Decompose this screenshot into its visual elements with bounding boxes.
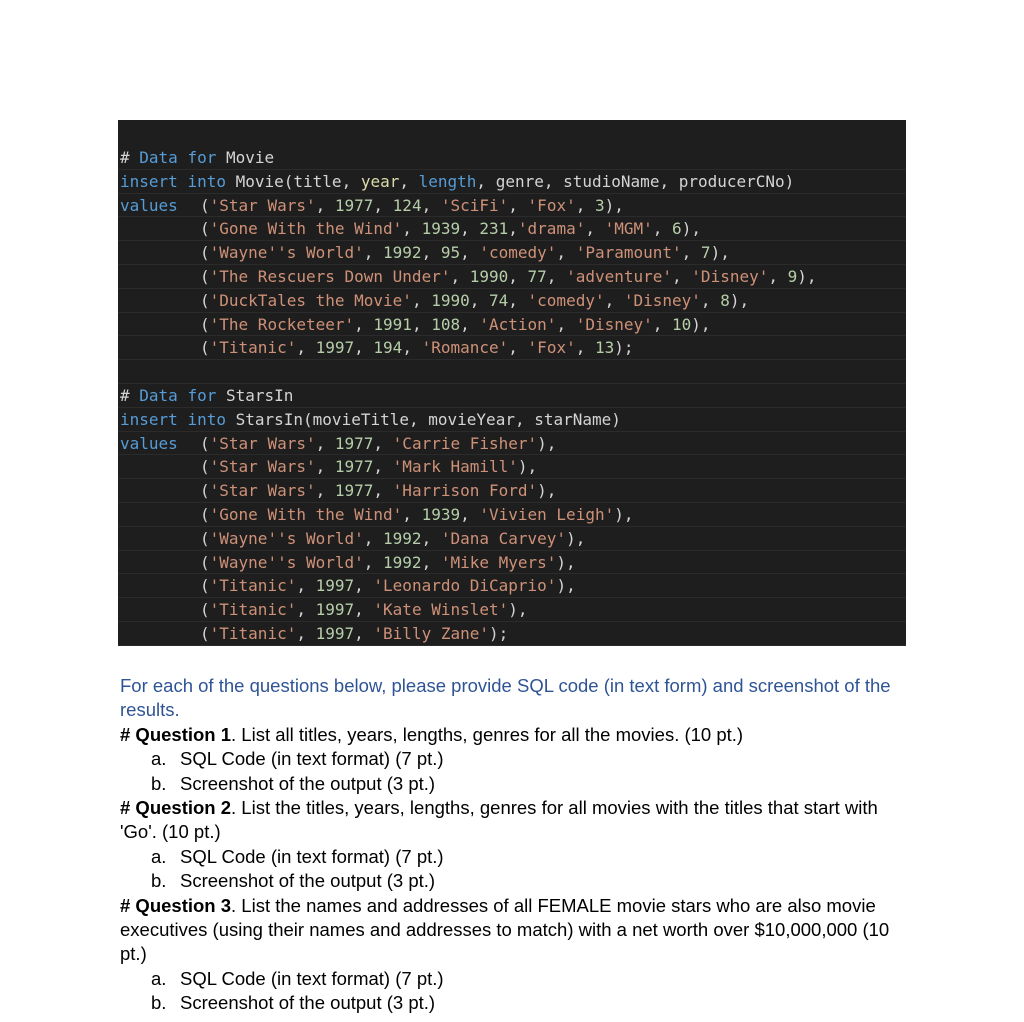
code-token: ), xyxy=(614,504,634,524)
code-token: 1992 xyxy=(383,552,422,572)
code-token: 'Kate Winslet' xyxy=(373,600,509,620)
code-token: ); xyxy=(614,338,634,358)
code-token: ); xyxy=(489,623,509,643)
code-token: 13 xyxy=(594,338,615,358)
code-token: 'comedy' xyxy=(479,243,557,263)
question-label: # Question 2 xyxy=(120,797,232,819)
sub-item-marker: a. xyxy=(151,748,167,770)
questions-section xyxy=(120,674,900,1016)
sub-item-marker: b. xyxy=(151,870,167,892)
code-token: 'Vivien Leigh' xyxy=(479,504,615,524)
code-token: ), xyxy=(566,528,586,548)
code-token: 1997 xyxy=(315,576,355,596)
code-token: ), xyxy=(556,576,576,596)
code-token: 'Titanic' xyxy=(209,338,297,358)
sub-item-text: Screenshot of the output (3 pt.) xyxy=(180,992,436,1014)
code-token: 3 xyxy=(594,195,605,215)
code-token: 'Dana Carvey' xyxy=(440,528,567,548)
sub-item-marker: b. xyxy=(151,772,167,794)
movie-values-row: values ('Star Wars', 1977, 124, 'SciFi', 'Fox', 3), xyxy=(118,194,906,218)
question-sub-item xyxy=(120,747,900,771)
starsin-values-row: ('Titanic', 1997, 'Kate Winslet'), xyxy=(118,598,906,622)
code-token: 'SciFi' xyxy=(440,195,509,215)
sub-item-marker: b. xyxy=(151,992,167,1014)
code-token: 'Gone With the Wind' xyxy=(209,219,403,239)
question-label: # Question 3 xyxy=(120,894,232,916)
code-token: 'Mike Myers' xyxy=(440,552,557,572)
code-token: 'Fox' xyxy=(527,338,576,358)
code-token: 1939 xyxy=(421,504,461,524)
code-token: 'Titanic' xyxy=(209,623,297,643)
code-token: 1997 xyxy=(315,338,355,358)
code-token: ), xyxy=(556,552,576,572)
code-token: 1992 xyxy=(383,243,422,263)
question-3 xyxy=(120,894,900,967)
code-token: 'Romance' xyxy=(421,338,509,358)
code-token: 'Disney' xyxy=(575,314,653,334)
code-token: 'comedy' xyxy=(527,290,605,310)
code-token: 'Carrie Fisher' xyxy=(392,433,538,453)
movie-values-row: ('Titanic', 1997, 194, 'Romance', 'Fox', 13); xyxy=(118,336,906,360)
question-1 xyxy=(120,723,900,747)
question-sub-item xyxy=(120,845,900,869)
code-token: 1939 xyxy=(421,219,461,239)
code-token: ), xyxy=(517,457,538,477)
code-token: 'Star Wars' xyxy=(209,457,316,477)
code-line-blank xyxy=(118,360,906,384)
code-token: 1977 xyxy=(334,457,374,477)
code-token: 231 xyxy=(479,219,509,239)
code-token: 108 xyxy=(431,314,461,334)
movie-values-row: ('The Rocketeer', 1991, 108, 'Action', 'Disney', 10), xyxy=(118,313,906,337)
movie-values-row: ('The Rescuers Down Under', 1990, 77, 'adventure', 'Disney', 9), xyxy=(118,265,906,289)
movie-values-row: ('DuckTales the Movie', 1990, 74, 'comedy', 'Disney', 8), xyxy=(118,289,906,313)
starsin-values-row: ('Wayne''s World', 1992, 'Dana Carvey'), xyxy=(118,527,906,551)
sub-item-text: SQL Code (in text format) (7 pt.) xyxy=(180,748,444,770)
code-token: 6 xyxy=(672,219,682,239)
code-token: ), xyxy=(537,433,557,453)
code-token: 9 xyxy=(787,266,798,286)
code-token: 'drama' xyxy=(517,219,586,239)
sub-item-marker: a. xyxy=(151,845,167,867)
code-token: 1990 xyxy=(431,290,470,310)
code-token: 'Titanic' xyxy=(209,576,297,596)
code-token: 'DuckTales the Movie' xyxy=(209,290,412,310)
starsin-values-row: values ('Star Wars', 1977, 'Carrie Fisher'), xyxy=(118,432,906,456)
code-token: ), xyxy=(537,481,557,501)
code-line: insert into Movie(title, year, length, genre, studioName, producerCNo) xyxy=(118,170,906,194)
code-token: 124 xyxy=(392,195,422,215)
code-token: 10 xyxy=(672,314,692,334)
code-token: 7 xyxy=(700,243,711,263)
code-line: # Data for Movie xyxy=(118,146,906,170)
question-text: . List all titles, years, lengths, genres for all the movies. (10 pt.) xyxy=(231,723,744,745)
code-token: 1977 xyxy=(334,195,374,215)
sub-item-text: Screenshot of the output (3 pt.) xyxy=(180,870,436,892)
code-token: 1997 xyxy=(315,600,355,620)
question-2 xyxy=(120,796,900,845)
sub-item-text: SQL Code (in text format) (7 pt.) xyxy=(180,845,444,867)
code-token: 'Star Wars' xyxy=(209,195,316,215)
code-token: 'Action' xyxy=(479,314,557,334)
question-sub-item xyxy=(120,772,900,796)
code-token: 'Wayne''s World' xyxy=(209,243,364,263)
starsin-values-row: ('Titanic', 1997, 'Leonardo DiCaprio'), xyxy=(118,574,906,598)
question-text: . List the titles, years, lengths, genres for all movies with the titles that start with 'Go'. (10 pt.) xyxy=(120,797,878,843)
code-token: ), xyxy=(691,314,711,334)
code-token: 'The Rescuers Down Under' xyxy=(209,266,451,286)
sub-item-marker: a. xyxy=(151,967,167,989)
code-token: 1992 xyxy=(383,528,422,548)
code-token: 'MGM' xyxy=(604,219,653,239)
code-token: 'Wayne''s World' xyxy=(209,528,364,548)
sub-item-text: Screenshot of the output (3 pt.) xyxy=(180,772,436,794)
question-label: # Question 1 xyxy=(120,723,232,745)
code-token: 'Titanic' xyxy=(209,600,297,620)
code-token: 1991 xyxy=(373,314,412,334)
question-sub-item xyxy=(120,967,900,991)
code-token: 95 xyxy=(440,243,461,263)
code-token: 8 xyxy=(720,290,730,310)
movie-values-row: ('Wayne''s World', 1992, 95, 'comedy', 'Paramount', 7), xyxy=(118,241,906,265)
code-token: 'Star Wars' xyxy=(209,481,316,501)
code-token: 77 xyxy=(527,266,547,286)
code-token: 1977 xyxy=(334,481,374,501)
starsin-values-row: ('Star Wars', 1977, 'Harrison Ford'), xyxy=(118,479,906,503)
code-token: ), xyxy=(797,266,817,286)
starsin-values-row: ('Titanic', 1997, 'Billy Zane'); xyxy=(118,622,906,646)
starsin-values-row: ('Gone With the Wind', 1939, 'Vivien Leigh'), xyxy=(118,503,906,527)
question-sub-item xyxy=(120,869,900,893)
code-token: 1977 xyxy=(334,433,374,453)
code-token: 'The Rocketeer' xyxy=(209,314,355,334)
code-token: 'Billy Zane' xyxy=(373,623,489,643)
values-keyword: values xyxy=(120,195,178,215)
code-token: 'Star Wars' xyxy=(209,433,316,453)
code-token: ), xyxy=(681,219,701,239)
code-token: 'Wayne''s World' xyxy=(209,552,364,572)
code-token: 'Disney' xyxy=(691,266,769,286)
code-token: 1990 xyxy=(469,266,509,286)
question-text: . List the names and addresses of all FEMALE movie stars who are also movie executives (using their names and addresses to match) with a net worth over $10,000,000 (10 pt.) xyxy=(120,894,890,965)
code-token: 'Disney' xyxy=(623,290,701,310)
code-token: ), xyxy=(710,243,730,263)
sub-item-text: SQL Code (in text format) (7 pt.) xyxy=(180,967,444,989)
code-line: # Data for StarsIn xyxy=(118,384,906,408)
code-token: ), xyxy=(508,600,528,620)
code-token: 'adventure' xyxy=(566,266,673,286)
code-token: 1997 xyxy=(315,623,355,643)
code-token: ), xyxy=(604,195,624,215)
code-line: insert into StarsIn(movieTitle, movieYear, starName) xyxy=(118,408,906,432)
code-token: 'Leonardo DiCaprio' xyxy=(373,576,557,596)
code-token: 74 xyxy=(489,290,509,310)
question-sub-item xyxy=(120,991,900,1015)
code-token: 'Harrison Ford' xyxy=(392,481,538,501)
starsin-values-row: ('Wayne''s World', 1992, 'Mike Myers'), xyxy=(118,551,906,575)
sql-code-block xyxy=(118,120,906,645)
values-keyword: values xyxy=(120,433,178,453)
code-token: 'Gone With the Wind' xyxy=(209,504,403,524)
code-token: 'Fox' xyxy=(527,195,576,215)
code-token: 'Mark Hamill' xyxy=(392,457,518,477)
starsin-values-row: ('Star Wars', 1977, 'Mark Hamill'), xyxy=(118,455,906,479)
code-token: 194 xyxy=(373,338,403,358)
instructions-text: For each of the questions below, please provide SQL code (in text form) and screenshot of the results. xyxy=(120,675,891,721)
code-token: 'Paramount' xyxy=(575,243,682,263)
movie-values-row: ('Gone With the Wind', 1939, 231,'drama', 'MGM', 6), xyxy=(118,217,906,241)
code-token: ), xyxy=(729,290,750,310)
